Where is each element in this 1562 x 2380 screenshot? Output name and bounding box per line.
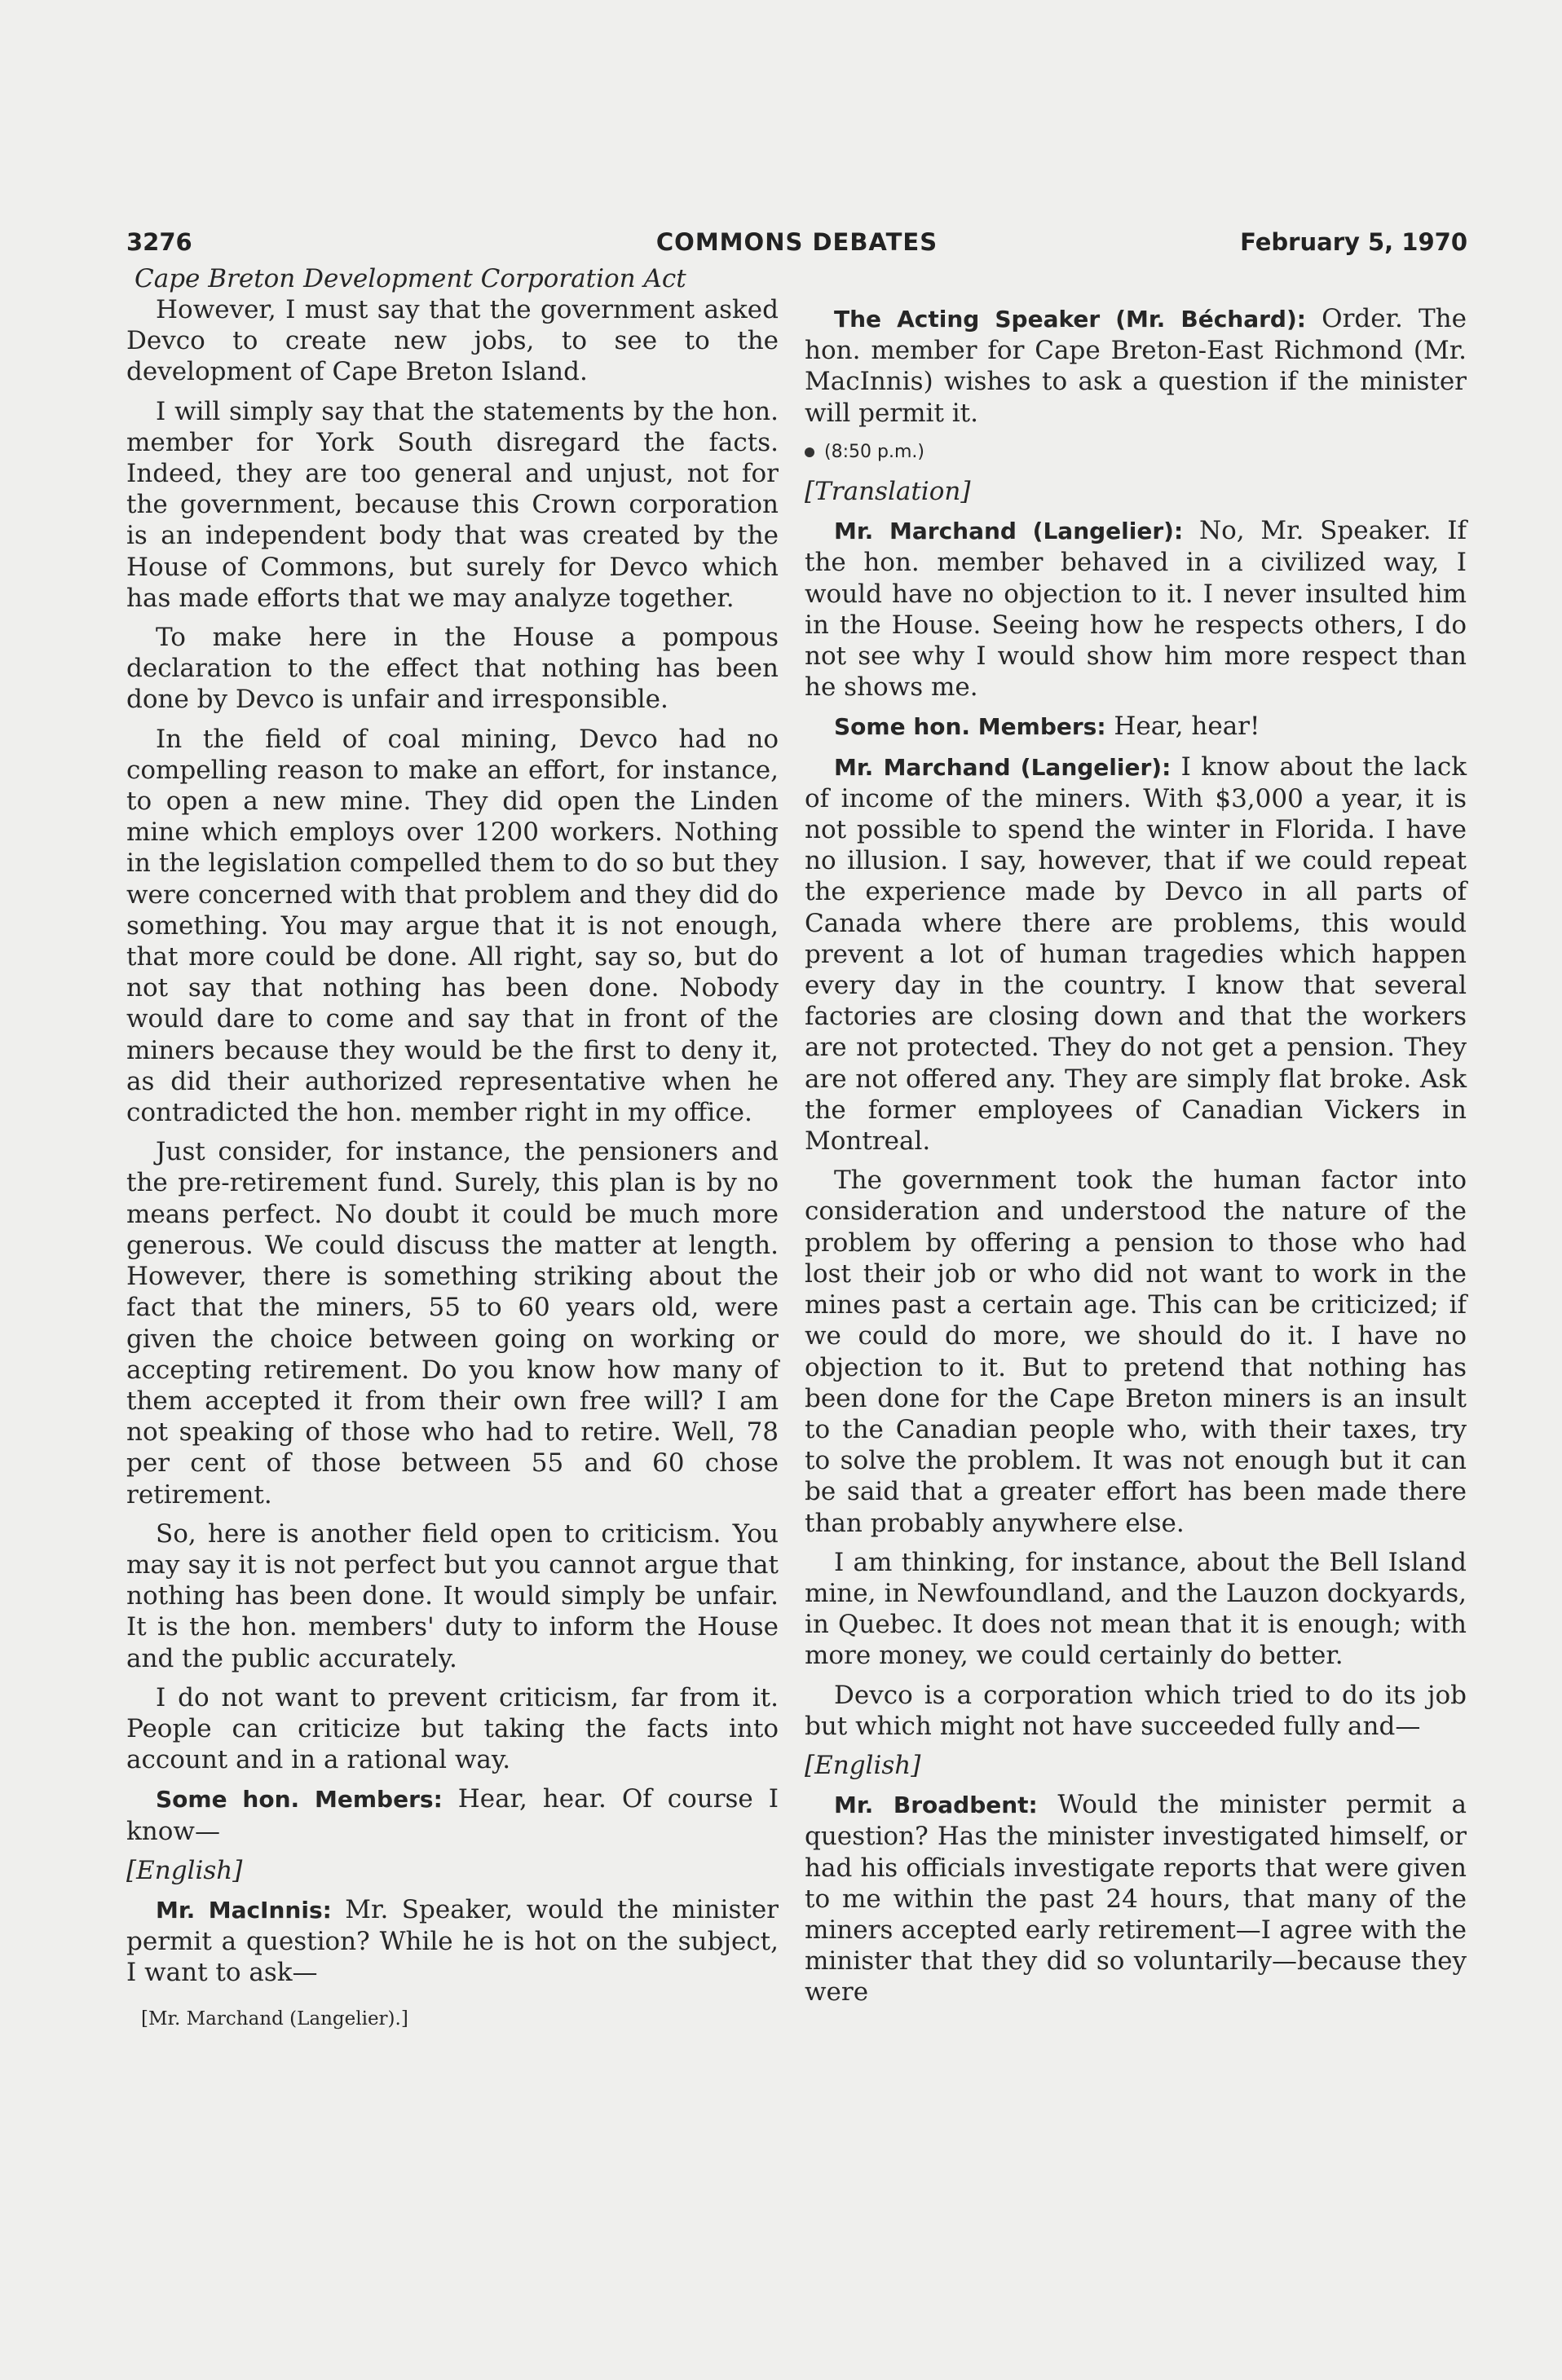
speech-text: Hear, hear. Of course I know—: [126, 1784, 779, 1846]
speech-text: Mr. Speaker, would the minister permit a question? While he is hot on the subject, I want to ask—: [126, 1894, 779, 1988]
speaker-name: Mr. Marchand (Langelier):: [834, 518, 1184, 545]
right-column: [805, 303, 1467, 2016]
publication-title: COMMONS DEBATES: [655, 228, 938, 256]
speaker-name: Mr. MacInnis:: [156, 1896, 332, 1924]
language-marker: [English]: [126, 1855, 243, 1885]
paragraph: Just consider, for instance, the pensioners and the pre-retirement fund. Surely, this plan is by no means perfect. No doubt it could be much more generous. We could discuss the matter at length. However, there is something striking about the fact that the miners, 55 to 60 years old, were given the choice between going on working or accepting retirement. Do you know how many of them accepted it from their own free will? I am not speaking of those who had to retire. Well, 78 per cent of those between 55 and 60 chose retirement.: [126, 1137, 779, 1510]
speaker-name: Some hon. Members:: [834, 713, 1106, 741]
speech-text: I know about the lack of income of the miners. With $3,000 a year, it is not possible to spend the winter in Florida. I have no illusion. I say, however, that if we could repeat the experience made by Devco in all parts of Canada where there are problems, this would prevent a lot of human tragedies which happen every day in the country. I know that several factories are closing down and that the workers are not protected. They do not get a pension. They are not offered any. They are simply flat broke. Ask the former employees of Canadian Vickers in Montreal.: [805, 751, 1467, 1157]
speaker-name: Some hon. Members:: [156, 1786, 443, 1814]
speech-paragraph: [805, 751, 1467, 1157]
speech-paragraph: [126, 1783, 779, 1846]
paragraph: I do not want to prevent criticism, far from it. People can criticize but taking the facts into account and in a rational way.: [126, 1682, 779, 1775]
speech-text: Hear, hear!: [1105, 712, 1260, 742]
language-marker: [Translation]: [805, 477, 971, 507]
language-marker: [English]: [805, 1750, 921, 1780]
speech-paragraph: [126, 1894, 779, 1989]
paragraph: To make here in the House a pompous declaration to the effect that nothing has been done by Devco is unfair and irresponsible.: [126, 623, 779, 715]
paragraph: The government took the human factor into consideration and understood the nature of the problem by offering a pension to those who had lost their job or who did not want to work in the mines past a certain age. This can be criticized; if we could do more, we should do it. I have no objection to it. But to pretend that nothing has been done for the Cape Breton miners is an insult to the Canadian people who, with their taxes, try to solve the problem. It was not enough but it can be said that a greater effort has been made there than probably anywhere else.: [805, 1166, 1467, 1538]
speech-text: No, Mr. Speaker. If the hon. member behaved in a civilized way, I would have no objection to it. I never insulted him in the House. Seeing how he respects others, I do not see why I would show him more respect than he shows me.: [805, 516, 1467, 703]
speaker-name: The Acting Speaker (Mr. Béchard):: [834, 306, 1306, 333]
paragraph: I am thinking, for instance, about the Bell Island mine, in Newfoundland, and the Lauzon dockyards, in Quebec. It does not mean that it is enough; with more money, we could certainly do better.: [805, 1547, 1467, 1671]
paragraph: However, I must say that the government asked Devco to create new jobs, to see to the development of Cape Breton Island.: [126, 295, 779, 387]
speech-paragraph: [805, 303, 1467, 429]
paragraph: In the field of coal mining, Devco had no compelling reason to make an effort, for instance, to open a new mine. They did open the Linden mine which employs over 1200 workers. Nothing in the legislation compelled them to do so but they were concerned with that problem and they did do something. You may argue that it is not enough, that more could be done. All right, say so, but do not say that nothing has been done. Nobody would dare to come and say that in front of the miners because they would be the first to deny it, as did their authorized representative when he contradicted the hon. member right in my office.: [126, 724, 779, 1128]
bullet-icon: [805, 447, 814, 457]
page-header: [126, 222, 1467, 262]
left-column: [126, 263, 779, 2034]
page-number: 3276: [126, 228, 192, 256]
timestamp-text: (8:50 p.m.): [824, 441, 924, 462]
speech-paragraph: [805, 515, 1467, 703]
paragraph: I will simply say that the statements by the hon. member for York South disregard the facts. Indeed, they are too general and unjust, not for the government, because this Crown corporation is an independent body that was created by the House of Commons, but surely for Devco which has made efforts that we may analyze together.: [126, 396, 779, 613]
running-head: Cape Breton Development Corporation Act: [135, 264, 686, 293]
paragraph: So, here is another field open to criticism. You may say it is not perfect but you cannot argue that nothing has been done. It would simply be unfair. It is the hon. members' duty to inform the House and the public accurately.: [126, 1518, 779, 1673]
speaker-name: Mr. Broadbent:: [834, 1792, 1038, 1819]
paragraph: Devco is a corporation which tried to do its job but which might not have succeeded fully and—: [805, 1680, 1467, 1741]
page-date: February 5, 1970: [1240, 228, 1467, 256]
speaker-name: Mr. Marchand (Langelier):: [834, 753, 1172, 781]
timestamp: [805, 437, 1467, 468]
speech-paragraph: [805, 1789, 1467, 2008]
speech-text: Order. The hon. member for Cape Breton-East Richmond (Mr. MacInnis) wishes to ask a question if the minister will permit it.: [805, 304, 1467, 428]
speech-text: Would the minister permit a question? Has the minister investigated himself, or had his officials investigate reports that were given to me within the past 24 hours, that many of the miners accepted early retirement—I agree with the minister that they did so voluntarily—because they were: [805, 1790, 1467, 2008]
speaker-footnote: [Mr. Marchand (Langelier).]: [141, 2008, 408, 2030]
speech-paragraph: [805, 711, 1467, 743]
